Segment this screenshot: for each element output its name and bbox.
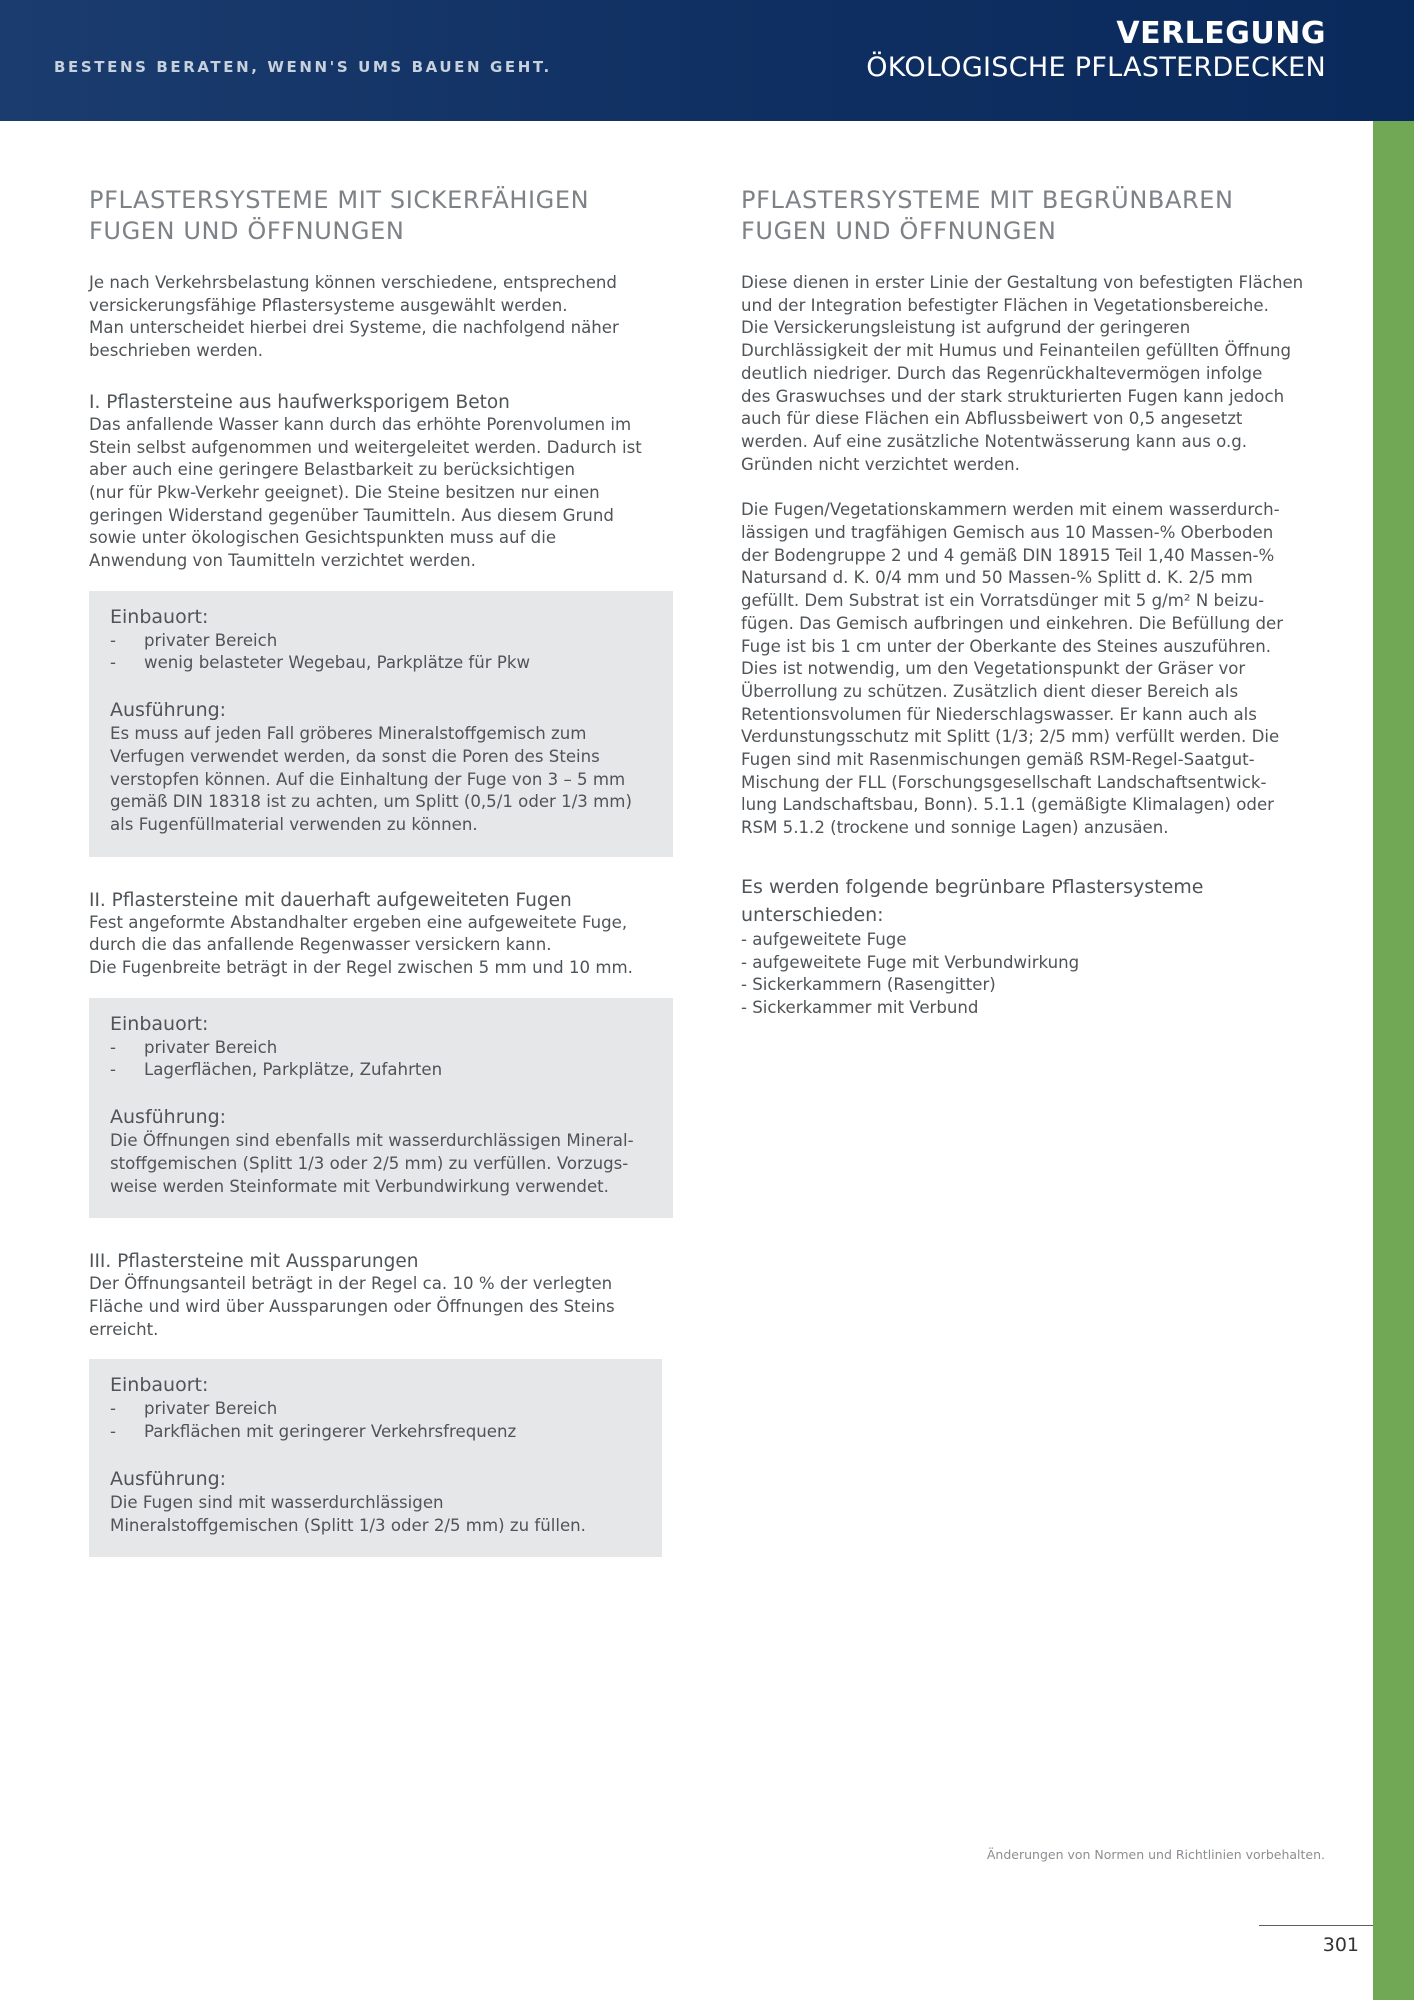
text-line: (nur für Pkw-Verkehr geeignet). Die Steine besitzen nur einen <box>89 482 600 502</box>
text-line: Diese dienen in erster Linie der Gestaltung von befestigten Flächen <box>741 273 1304 292</box>
text-line: geringen Widerstand gegenüber Taumitteln. Aus diesem Grund <box>89 505 614 525</box>
system-2-info-box <box>89 998 673 1219</box>
text-line: Fläche und wird über Aussparungen oder Öffnungen des Steins <box>89 1296 615 1316</box>
text-line: Je nach Verkehrsbelastung können verschiedene, entsprechend <box>89 273 617 292</box>
text-line: beschrieben werden. <box>89 341 264 361</box>
page-header <box>0 0 1414 121</box>
text-line: und der Integration befestigter Flächen in Vegetationsbereiche. <box>741 295 1269 315</box>
text-line: Die Fugen sind mit wasserdurchlässigen <box>110 1492 444 1512</box>
intro-paragraph <box>89 272 673 363</box>
text-line: lung Landschaftsbau, Bonn). 5.1.1 (gemäßigte Klimalagen) oder <box>741 795 1275 815</box>
text-line: Überrollung zu schützen. Zusätzlich dient dieser Bereich als <box>741 681 1239 701</box>
text-line: Verdunstungsschutz mit Splitt (1/3; 2/5 mm) verfüllt werden. Die <box>741 727 1280 747</box>
page-number-rule <box>1259 1925 1373 1926</box>
einbauort-label: Einbauort: <box>110 1012 209 1035</box>
heading-line: PFLASTERSYSTEME MIT SICKERFÄHIGEN <box>89 186 590 214</box>
einbauort-label: Einbauort: <box>110 1374 209 1397</box>
footer-note: Änderungen von Normen und Richtlinien vorbehalten. <box>986 1847 1325 1862</box>
left-column <box>89 185 673 1557</box>
ausfuehrung-text <box>110 1492 640 1537</box>
chapter-title: VERLEGUNG <box>1116 16 1326 51</box>
text-line: werden. Auf eine zusätzliche Notentwässerung kann aus o.g. <box>741 431 1248 451</box>
text-line: weise werden Steinformate mit Verbundwirkung verwendet. <box>110 1176 609 1196</box>
ausfuehrung-label: Ausführung: <box>110 699 227 722</box>
text-line: Das anfallende Wasser kann durch das erhöhte Porenvolumen im <box>89 414 632 434</box>
text-line: Natursand d. K. 0/4 mm und 50 Massen-% Splitt d. K. 2/5 mm <box>741 568 1253 588</box>
einbauort-label: Einbauort: <box>110 605 209 628</box>
text-line: RSM 5.1.2 (trockene und sonnige Lagen) anzusäen. <box>741 818 1169 838</box>
text-line: Retentionsvolumen für Niederschlagswasser. Er kann auch als <box>741 704 1257 724</box>
section-heading-sickerfaehig <box>89 185 673 247</box>
list-item: - privater Bereich <box>110 1398 640 1421</box>
text-line: Es muss auf jeden Fall gröberes Mineralstoffgemisch zum <box>110 724 587 744</box>
list-item: - wenig belasteter Wegebau, Parkplätze für Pkw <box>110 652 651 675</box>
text-line: versickerungsfähige Pflastersysteme ausgewählt werden. <box>89 295 568 315</box>
system-1-info-box <box>89 591 673 857</box>
heading-line: FUGEN UND ÖFFNUNGEN <box>741 217 1057 245</box>
text-line: Mischung der FLL (Forschungsgesellschaft Landschaftsentwick- <box>741 772 1267 792</box>
list-item: - privater Bereich <box>110 1037 651 1060</box>
text-line: Fuge ist bis 1 cm unter der Oberkante des Steines auszuführen. <box>741 636 1272 656</box>
paragraph-gestaltung <box>741 272 1326 476</box>
text-line: gemäß DIN 18318 ist zu achten, um Splitt (0,5/1 oder 1/3 mm) <box>110 792 632 812</box>
list-item: - Sickerkammer mit Verbund <box>741 997 979 1017</box>
system-2-text <box>89 912 673 980</box>
types-heading <box>741 873 1326 929</box>
einbauort-list <box>110 1037 651 1082</box>
text-line: Die Fugenbreite beträgt in der Regel zwischen 5 mm und 10 mm. <box>89 958 633 978</box>
system-3-text <box>89 1273 673 1341</box>
text-line: Die Öffnungen sind ebenfalls mit wasserdurchlässigen Mineral- <box>110 1131 634 1151</box>
list-item: - aufgeweitete Fuge mit Verbundwirkung <box>741 952 1080 972</box>
text-line: aber auch eine geringere Belastbarkeit zu berücksichtigen <box>89 460 576 480</box>
text-line: Die Fugen/Vegetationskammern werden mit einem wasserdurch- <box>741 500 1280 520</box>
brand-slogan: BESTENS BERATEN, WENN'S UMS BAUEN GEHT. <box>54 58 552 76</box>
text-line: erreicht. <box>89 1319 159 1339</box>
text-line: Es werden folgende begrünbare Pflastersysteme <box>741 875 1204 898</box>
text-line: Durchlässigkeit der mit Humus und Feinanteilen gefüllten Öffnung <box>741 341 1292 361</box>
text-line: Fugen sind mit Rasenmischungen gemäß RSM-Regel-Saatgut- <box>741 750 1255 770</box>
list-item: - aufgeweitete Fuge <box>741 929 907 949</box>
ausfuehrung-label: Ausführung: <box>110 1106 227 1129</box>
system-1-text <box>89 414 673 573</box>
ausfuehrung-label: Ausführung: <box>110 1467 227 1490</box>
text-line: Dies ist notwendig, um den Vegetationspunkt der Gräser vor <box>741 659 1246 679</box>
side-accent-bar <box>1373 121 1414 2000</box>
list-item: - privater Bereich <box>110 630 651 653</box>
ausfuehrung-text <box>110 723 651 837</box>
text-line: als Fugenfüllmaterial verwenden zu können. <box>110 814 478 834</box>
list-item: - Sickerkammern (Rasengitter) <box>741 975 996 995</box>
einbauort-list <box>110 630 651 675</box>
text-line: Mineralstoffgemischen (Splitt 1/3 oder 2/5 mm) zu füllen. <box>110 1515 586 1535</box>
text-line: verstopfen können. Auf die Einhaltung der Fuge von 3 – 5 mm <box>110 769 626 789</box>
system-2-title: II. Pflastersteine mit dauerhaft aufgeweiteten Fugen <box>89 889 572 911</box>
text-line: sowie unter ökologischen Gesichtspunkten muss auf die <box>89 528 557 548</box>
text-line: unterschieden: <box>741 903 884 926</box>
einbauort-list <box>110 1398 640 1443</box>
text-line: lässigen und tragfähigen Gemisch aus 10 Massen-% Oberboden <box>741 523 1274 543</box>
text-line: Anwendung von Taumitteln verzichtet werden. <box>89 551 476 571</box>
ausfuehrung-text <box>110 1130 651 1198</box>
heading-line: PFLASTERSYSTEME MIT BEGRÜNBAREN <box>741 186 1234 214</box>
paragraph-fugen <box>741 499 1326 840</box>
text-line: Verfugen verwendet werden, da sonst die Poren des Steins <box>110 746 600 766</box>
text-line: gefüllt. Dem Substrat ist ein Vorratsdünger mit 5 g/m² N beizu- <box>741 591 1265 611</box>
list-item: - Lagerflächen, Parkplätze, Zufahrten <box>110 1059 651 1082</box>
text-line: durch die das anfallende Regenwasser versickern kann. <box>89 935 552 955</box>
types-list <box>741 929 1326 1020</box>
text-line: Die Versickerungsleistung ist aufgrund der geringeren <box>741 318 1191 338</box>
text-line: Stein selbst aufgenommen und weitergeleitet werden. Dadurch ist <box>89 437 642 457</box>
system-3-info-box <box>89 1359 662 1557</box>
list-item: - Parkflächen mit geringerer Verkehrsfrequenz <box>110 1421 640 1444</box>
text-line: Gründen nicht verzichtet werden. <box>741 454 1020 474</box>
right-column <box>741 185 1326 1020</box>
text-line: fügen. Das Gemisch aufbringen und einkehren. Die Befüllung der <box>741 613 1284 633</box>
text-line: Fest angeformte Abstandhalter ergeben eine aufgeweitete Fuge, <box>89 912 628 932</box>
text-line: stoffgemischen (Splitt 1/3 oder 2/5 mm) zu verfüllen. Vorzugs- <box>110 1153 629 1173</box>
section-heading-begruenbar <box>741 185 1326 247</box>
text-line: der Bodengruppe 2 und 4 gemäß DIN 18915 Teil 1,40 Massen-% <box>741 545 1275 565</box>
text-line: Der Öffnungsanteil beträgt in der Regel ca. 10 % der verlegten <box>89 1274 613 1294</box>
text-line: des Graswuchses und der stark strukturierten Fugen kann jedoch <box>741 386 1285 406</box>
text-line: auch für diese Flächen ein Abflussbeiwert von 0,5 angesetzt <box>741 409 1243 429</box>
text-line: Man unterscheidet hierbei drei Systeme, die nachfolgend näher <box>89 318 619 338</box>
system-3-title: III. Pflastersteine mit Aussparungen <box>89 1251 419 1273</box>
chapter-subtitle: ÖKOLOGISCHE PFLASTERDECKEN <box>866 52 1326 83</box>
text-line: deutlich niedriger. Durch das Regenrückhaltevermögen infolge <box>741 363 1263 383</box>
system-1-title: I. Pflastersteine aus haufwerksporigem Beton <box>89 391 510 413</box>
page-number: 301 <box>1322 1934 1359 1956</box>
heading-line: FUGEN UND ÖFFNUNGEN <box>89 217 405 245</box>
chapter-title-block <box>866 16 1326 84</box>
